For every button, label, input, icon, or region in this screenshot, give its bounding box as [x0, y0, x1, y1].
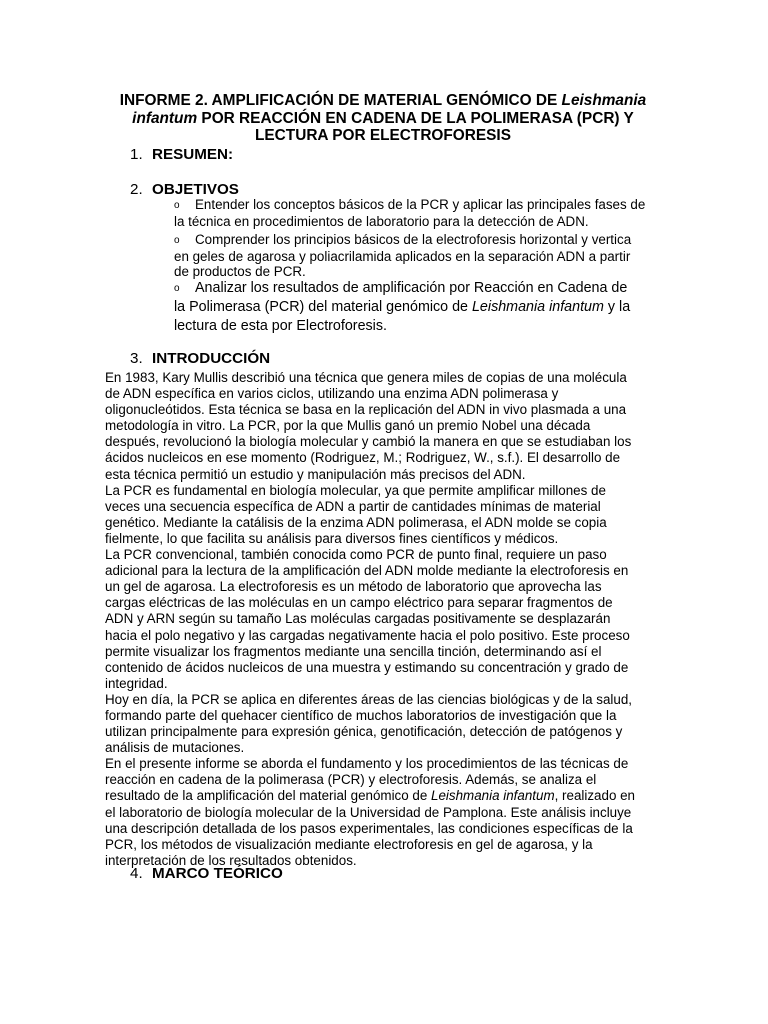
- title-line-2: infantum POR REACCIÓN EN CADENA DE LA POLIMERASA (PCR) Y: [132, 109, 634, 127]
- bullet-icon: o: [174, 235, 180, 246]
- objective-item-1: o Entender los conceptos básicos de la PCR y aplicar las principales fases de la técnica en procedimientos de laboratorio para la detección de ADN.: [174, 197, 646, 229]
- paragraph: En 1983, Kary Mullis describió una técnica que genera miles de copias de una molécula de ADN específica en varios ciclos, utilizando una enzima ADN polimerasa y oligonucleótidos. Esta técnica se basa en la replicación del ADN in vivo plasmada a una metodología in vitro. La PCR, por la que Mullis ganó un premio Nobel una década después, revolucionó la biología molecular y cambió la manera en que se estudiaban los ácidos nucleicos en ese momento (Rodriguez, M.; Rodriguez, W., s.f.). El desarrollo de esta técnica permitió un estudio y manipulación más precisos del ADN.: [105, 370, 632, 482]
- paragraph: La PCR es fundamental en biología molecular, ya que permite amplificar millones de veces una secuencia específica de ADN a partir de cantidades mínimas de material genético. Mediante la catálisis de la enzima ADN polimerasa, el ADN molde se copia fielmente, lo que facilita su análisis para diversos fines científicos y médicos.: [105, 482, 607, 546]
- bullet-icon: o: [174, 200, 180, 211]
- paragraph: La PCR convencional, también conocida como PCR de punto final, requiere un paso adicional para la lectura de la amplificación del ADN molde mediante la electroforesis en un gel de agarosa. La electroforesis es un método de laboratorio que aprovecha las cargas eléctricas de las moléculas en un campo eléctrico para separar fragmentos de ADN y ARN según su tamaño Las moléculas cargadas positivamente se desplazarán hacia el polo negativo y las cargadas negativamente hacia el polo positivo. Este proceso permite visualizar los fragmentos mediante una sencilla tinción, determinando así el contenido de ácidos nucleicos de una muestra y estimando su concentración y grado de integridad.: [105, 547, 630, 691]
- section-heading-objetivos: 2. OBJETIVOS: [130, 181, 239, 198]
- introduction-body: [105, 370, 661, 869]
- title-line-3: LECTURA POR ELECTROFORESIS: [255, 127, 511, 144]
- bullet-icon: o: [174, 283, 180, 294]
- paragraph: Hoy en día, la PCR se aplica en diferentes áreas de las ciencias biológicas y de la salud, formando parte del quehacer científico de muchos laboratorios de investigación que la utilizan principalmente para expresión génica, genotificación, detección de patógenos y análisis de mutaciones.: [105, 691, 632, 756]
- title-line-1: INFORME 2. AMPLIFICACIÓN DE MATERIAL GENÓMICO DE Leishmania: [119, 92, 647, 109]
- paragraph: En el presente informe se aborda el fundamento y los procedimientos de las técnicas de reacción en cadena de la polimerasa (PCR) y electroforesis. Además, se analiza el resultado de la amplificación del material genómico de Leishmania infantum, realizado en el laboratorio de biología molecular de la Universidad de Pamplona. Este análisis incluye una descripción detallada de los pasos experimentales, las condiciones específicas de la PCR, los métodos de visualización mediante electroforesis en gel de agarosa, y la interpretación de los resultados obtenidos.: [105, 756, 636, 868]
- section-heading-introduccion: 3. INTRODUCCIÓN: [130, 350, 271, 367]
- document-title: [100, 92, 666, 145]
- objective-item-3: o Analizar los resultados de amplificación por Reacción en Cadena de la Polimerasa (PCR) del material genómico de Leishmania infantum y la lectura de esta por Electroforesis.: [174, 280, 631, 335]
- section-heading-marco-teorico: 4. MARCO TEÓRICO: [130, 865, 283, 882]
- section-heading-resumen: 1. RESUMEN:: [130, 146, 234, 163]
- objective-item-2: o Comprender los principios básicos de la electroforesis horizontal y vertica en geles de agarosa y poliacrilamida aplicados en la separación ADN a partir de productos de PCR.: [174, 232, 632, 280]
